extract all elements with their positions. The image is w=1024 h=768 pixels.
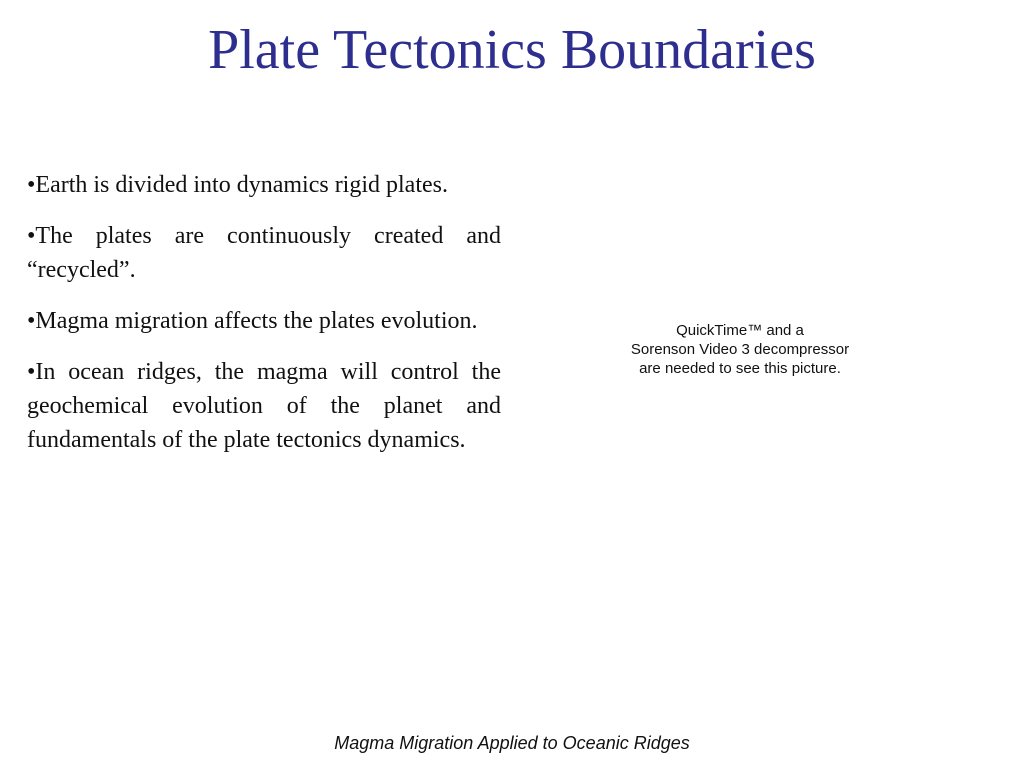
placeholder-line: are needed to see this picture. [639,360,841,377]
placeholder-line: QuickTime™ and a [676,322,804,339]
video-placeholder [600,321,880,378]
bullet-item: •The plates are continuously created and “recycled”. [27,223,501,283]
slide-footer: Magma Migration Applied to Oceanic Ridges [334,733,690,753]
bullet-item: •Earth is divided into dynamics rigid plates. [27,172,448,198]
slide-title: Plate Tectonics Boundaries [208,19,816,81]
placeholder-line: Sorenson Video 3 decompressor [630,341,850,358]
bullet-item: •In ocean ridges, the magma will control the geochemical evolution of the planet and fundamentals of the plate tectonics dynamics. [27,359,501,453]
bullet-list [27,168,501,474]
bullet-item: •Magma migration affects the plates evolution. [27,308,478,334]
